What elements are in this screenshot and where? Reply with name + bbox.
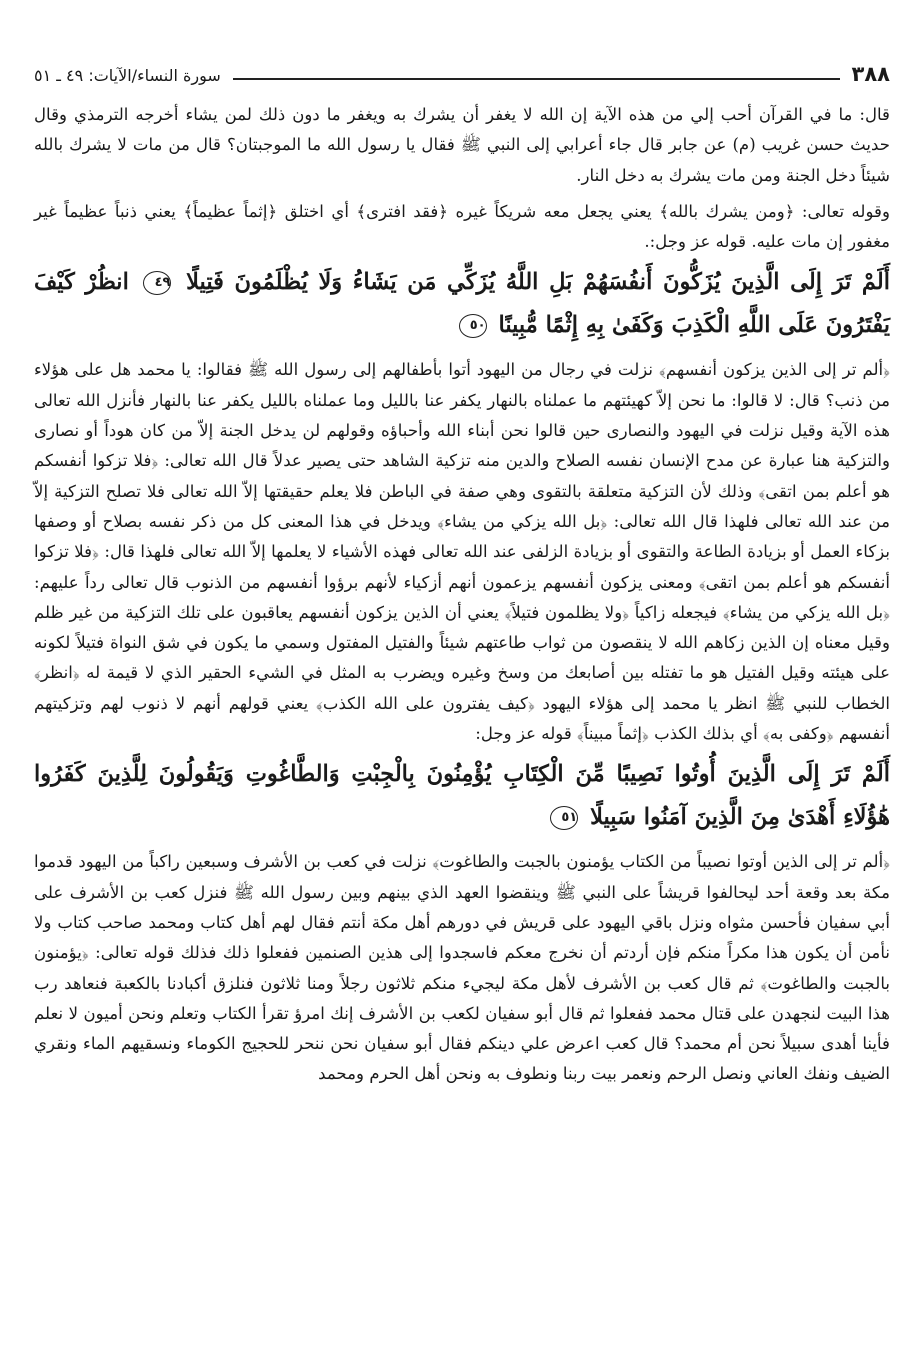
verse-51-text: أَلَمْ تَرَ إِلَى الَّذِينَ أُوتُوا نَصِيبًا مِّنَ الْكِتَابِ يُؤْمِنُونَ بِالْجِبْتِ وَالطَّاغُوتِ وَيَقُولُونَ لِلَّذِينَ كَفَرُوا هَٰؤُلَاءِ أَهْدَىٰ مِنَ الَّذِينَ آمَنُوا سَبِيلًا (34, 761, 890, 831)
verse-50-text: انظُرْ كَيْفَ يَفْتَرُونَ عَلَى اللَّهِ الْكَذِبَ وَكَفَىٰ بِهِ إِثْمًا مُّبِينًا (34, 269, 890, 339)
paragraph-1: قال: ما في القرآن أحب إلي من هذه الآية إن الله لا يغفر أن يشرك به ويغفر ما دون ذلك لمن يشاء أخرجه الترمذي وقال حديث حسن غريب (م) عن جابر قال جاء أعرابي إلى النبي ﷺ فقال يا رسول الله ما الموجبتان؟ قال من مات لا يشرك بالله شيئاً دخل الجنة ومن مات يشرك به دخل النار. (34, 105, 890, 185)
paragraph-2: وقوله تعالى: ﴿ومن يشرك بالله﴾ يعني يجعل معه شريكاً غيره ﴿فقد افترى﴾ أي اختلق ﴿إثماً عظيماً﴾ يعني ذنباً عظيماً غير مغفور إن مات عليه. قوله عز وجل:. (34, 201, 890, 252)
book-page (34, 56, 890, 1346)
verse-51-number: ٥١ (550, 806, 578, 830)
page-header (34, 56, 890, 86)
quran-verses-49-50 (34, 261, 890, 347)
header-rule (233, 78, 840, 80)
verse-49-text: أَلَمْ تَرَ إِلَى الَّذِينَ يُزَكُّونَ أَنفُسَهُمْ بَلِ اللَّهُ يُزَكِّي مَن يَشَاءُ وَلَا يُظْلَمُونَ فَتِيلًا (186, 269, 890, 296)
verse-49-number: ٤٩ (143, 271, 171, 295)
page-number: ٣٨٨ (851, 62, 890, 86)
running-title: سورة النساء/الآيات: ٤٩ ـ ٥١ (34, 66, 221, 85)
verse-50-number: ٥٠ (459, 314, 487, 338)
paragraph-3: ﴿ألم تر إلى الذين يزكون أنفسهم﴾ نزلت في رجال من اليهود أتوا بأطفالهم إلى رسول الله ﷺ فقالوا: يا محمد هل على هؤلاء من ذنب؟ قال: لا قالوا: ما نحن إلاّ كهيئتهم ما عملناه بالنهار يكفر عنا بالليل وما عملناه بالليل يكفر عنا بالنهار فأنزل الله تعالى هذه الآية وقيل نزلت في اليهود والنصارى حين قالوا نحن أبناء الله وأحباؤه وقولهم لن يدخل الجنة إلاّ من كان هوداً أو نصارى والتزكية هنا عبارة عن مدح الإنسان نفسه الصلاح والدين منه تزكية الشاهد حتى يصير عدلاً قال الله تعالى: ﴿فلا تزكوا أنفسكم هو أعلم بمن اتقى﴾ وذلك لأن التزكية متعلقة بالتقوى وهي صفة في الباطن فلا يعلم حقيقتها إلاّ الله تعالى فلا تصلح التزكية إلاّ من عند الله تعالى فلهذا قال الله تعالى: ﴿بل الله يزكي من يشاء﴾ ويدخل في هذا المعنى كل من ذكر نفسه بصلاح أو وصفها بزكاء العمل أو بزيادة الطاعة والتقوى أو بزيادة الزلفى عند الله تعالى فهذه الأشياء لا يعلمها إلاّ الله تعالى فلهذا قال: ﴿فلا تزكوا أنفسكم هو أعلم بمن اتقى﴾ ومعنى يزكون أنفسهم يزعمون أنهم أزكياء لأنهم برؤوا أنفسهم من الذنوب قال تعالى رداً عليهم: ﴿بل الله يزكي من يشاء﴾ فيجعله زاكياً ﴿ولا يظلمون فتيلاً﴾ يعني أن الذين يزكون أنفسهم يعاقبون على تلك التزكية من غير ظلم وقيل معناه إن الذين زكاهم الله لا ينقصون من ثواب طاعتهم شيئاً والفتيل المفتول وسمي ما يكون في شق النواة فتيلاً لكونه على هيئته وقيل الفتيل هو ما تفتله بين أصابعك من وسخ وغيره ويضرب به المثل في الشيء الحقير الذي لا قيمة له ﴿انظر﴾ الخطاب للنبي ﷺ انظر يا محمد إلى هؤلاء اليهود ﴿كيف يفترون على الله الكذب﴾ يعني قولهم أنهم لا ذنوب لهم وتزكيتهم أنفسهم ﴿وكفى به﴾ أي بذلك الكذب ﴿إثماً مبيناً﴾ قوله عز وجل: (34, 360, 890, 744)
page-body (34, 100, 890, 1090)
paragraph-4: ﴿ألم تر إلى الذين أوتوا نصيباً من الكتاب يؤمنون بالجبت والطاغوت﴾ نزلت في كعب بن الأشرف وسبعين راكباً من اليهود قدموا مكة بعد وقعة أحد ليحالفوا قريشاً على النبي ﷺ وينقضوا العهد الذي بينهم وبين رسول الله ﷺ فنزل كعب بن الأشرف على أبي سفيان فأحسن مثواه ونزل باقي اليهود على قريش في دورهم أهل مكة أنتم فقال لهم أهل كتاب ومحمد صاحب كتاب ولا نأمن أن يكون هذا مكراً منكم فإن أردتم أن نخرج معكم فاسجدوا إلى هذين الصنمين ففعلوا ذلك فذلك قوله تعالى: ﴿يؤمنون بالجبت والطاغوت﴾ ثم قال كعب بن الأشرف لأهل مكة ليجيء منكم ثلاثون رجلاً ومنا ثلاثون فنلزق أكبادنا بالكعبة فنعاهد رب هذا البيت لنجهدن على قتال محمد ففعلوا ثم قال أبو سفيان لكعب بن الأشرف إنك امرؤ تقرأ الكتاب وتعلم ونحن أميون لا نعلم فأينا أهدى سبيلاً نحن أم محمد؟ قال كعب اعرض علي دينكم فقال أبو سفيان نحن ننحر للحجيج الكوماء ونسقيهم الماء ونقري الضيف ونفك العاني ونصل الرحم ونعمر بيت ربنا ونطوف به ونحن أهل الحرم ومحمد (34, 852, 890, 1084)
quran-verse-51 (34, 753, 890, 839)
